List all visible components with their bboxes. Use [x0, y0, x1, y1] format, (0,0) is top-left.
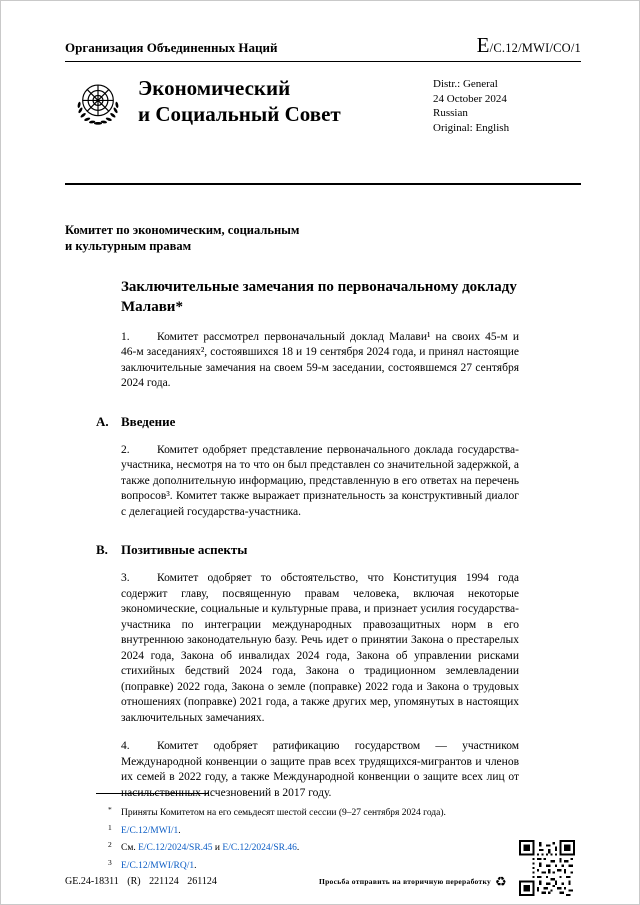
footnote-text: См. — [121, 843, 139, 853]
section-heading-a — [96, 414, 519, 430]
doc-symbol-rest: /C.12/MWI/CO/1 — [489, 41, 581, 55]
distr-line: Distr.: General — [433, 78, 498, 90]
recycle-notice — [319, 875, 507, 888]
masthead-rule — [65, 183, 581, 185]
paragraph-number: 4. — [121, 740, 130, 753]
council-name-line1: Экономический — [138, 76, 291, 100]
footnote-1 — [65, 821, 519, 839]
footnote-3 — [65, 856, 519, 874]
header-bar — [65, 35, 581, 56]
recycle-icon: ♻ — [495, 874, 507, 889]
footnote-link[interactable]: E/C.12/MWI/1 — [121, 825, 179, 836]
masthead — [65, 72, 581, 135]
footnote-marker: 1 — [108, 822, 112, 832]
paragraph-text: Комитет одобряет представление первоначального доклада государства-участника, несмотря на то что он был представлен со значительной задержкой, а также дополнительную информацию, представленную в его ответах на перечень вопросов³. Комитет также выражает признательность за конструктивный диалог с делегацией государства-участника. — [121, 443, 519, 518]
footnote-marker: 2 — [108, 840, 112, 849]
footnote-text: . — [194, 860, 197, 871]
paragraph-number: 1. — [121, 330, 130, 343]
original-language-line: Original: English — [433, 121, 510, 134]
paragraph-number: 3. — [121, 572, 130, 585]
org-name: Организация Объединенных Наций — [65, 40, 278, 55]
section-letter: A. — [96, 413, 109, 429]
footnote-marker: * — [108, 805, 112, 814]
footnote-star — [65, 803, 519, 821]
section-label: Введение — [121, 413, 176, 429]
footnote-marker: 3 — [108, 857, 112, 867]
date-line: 24 October 2024 — [433, 92, 507, 105]
committee-line2: и культурным правам — [65, 238, 192, 253]
doc-symbol-big-letter: E — [476, 33, 490, 57]
main-text — [65, 278, 519, 801]
paragraph-4 — [121, 739, 519, 801]
council-name — [138, 72, 341, 135]
qr-code — [519, 840, 575, 896]
section-letter: B. — [96, 542, 108, 558]
footnote-text: . — [296, 843, 300, 853]
footnotes — [65, 793, 519, 873]
footnote-link[interactable]: E/C.12/2024/SR.46 — [222, 843, 297, 853]
paragraph-2 — [121, 443, 519, 521]
footnote-text: . — [178, 825, 181, 836]
footnote-link[interactable]: E/C.12/MWI/RQ/1 — [121, 860, 195, 871]
distribution-block — [433, 72, 581, 135]
footnote-link[interactable]: E/C.12/2024/SR.45 — [138, 843, 213, 853]
paragraph-text: Комитет одобряет то обстоятельство, что Конституция 1994 года содержит главу, посвященную правам человека, включая некоторые экономические, социальные и культурные права, и признает усилия государства-участника по интеграции международных правозащитных норм в его внутреннюю законодательную базу. Речь идет о принятии Закона о престарелых 2024 года, Закона об инвалидах 2024 года, Закона об управлении рисками стихийных бедствий 2024 года, Закона о традиционном землевладении (поправке) 2022 года, Закона о земле (поправке) 2022 года и Закона о трудовых отношениях (поправке) 2021 года, а также других мер, упомянутых в настоящих заключительных замечаниях. — [121, 572, 519, 724]
footnote-2 — [65, 838, 519, 856]
paragraph-text: Комитет одобряет ратификацию государством — участником Международной конвенции о защите прав всех трудящихся-мигрантов и членов их семей в 2022 году, а также Международной конвенции о защите всех лиц от насильственных исчезновений в 2017 году. — [121, 740, 519, 799]
footnote-separator — [96, 793, 208, 794]
footnote-text: Приняты Комитетом на его семьдесят шестой сессии (9–27 сентября 2024 года). — [121, 808, 446, 818]
committee-line1: Комитет по экономическим, социальным — [65, 223, 300, 238]
council-name-line2: и Социальный Совет — [138, 101, 341, 126]
recycle-text: Просьба отправить на вторичную переработку — [318, 877, 492, 886]
header-rule — [65, 61, 581, 62]
doc-symbol — [477, 35, 581, 56]
language-line: Russian — [433, 107, 468, 120]
committee-heading — [65, 223, 581, 254]
footer-document-code: GE.24-18311 (R) 221124 261124 — [65, 876, 217, 887]
report-title: Заключительные замечания по первоначальному докладу Малави* — [121, 279, 517, 315]
paragraph-1 — [121, 330, 519, 392]
section-heading-b — [96, 542, 519, 558]
paragraph-number: 2. — [121, 443, 130, 456]
section-label: Позитивные аспекты — [121, 542, 248, 558]
un-emblem-icon — [71, 76, 125, 132]
paragraph-text: Комитет рассмотрел первоначальный доклад Малави¹ на своих 45-м и 46-м заседаниях², состоявшихся 18 и 19 сентября 2024 года, и принял настоящие заключительные замечания на своем 59-м заседании, состоявшемся 27 сентября 2024 года. — [121, 330, 519, 390]
footnote-text: и — [212, 843, 223, 853]
paragraph-3 — [121, 571, 519, 726]
